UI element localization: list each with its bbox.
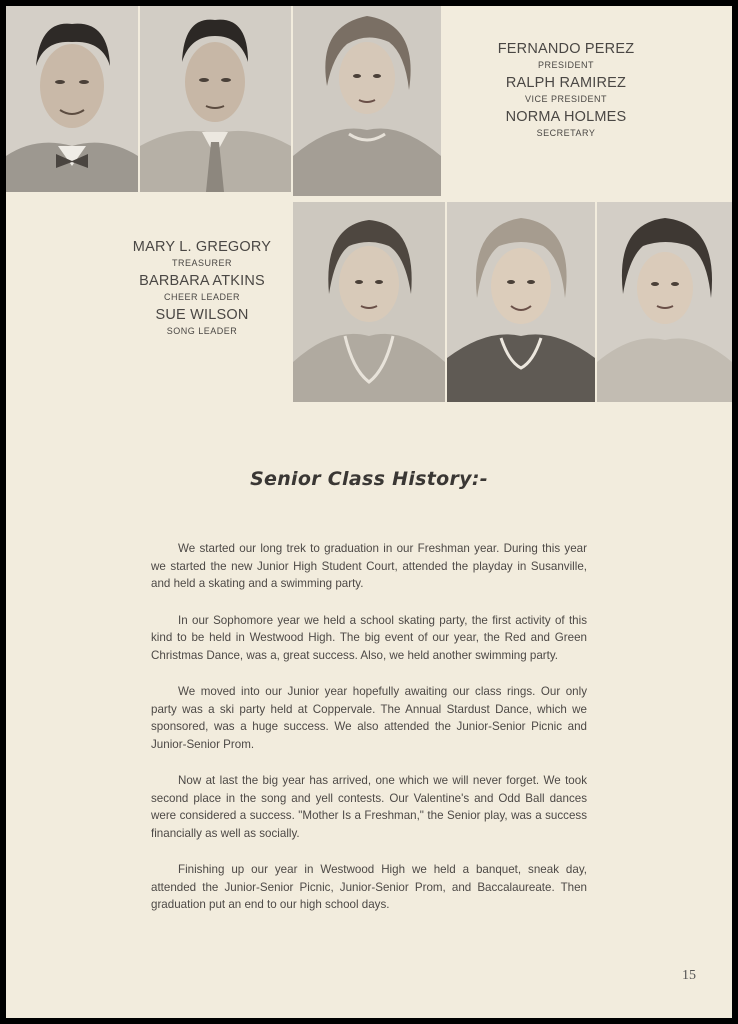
photo-barbara-atkins (447, 202, 595, 402)
photo-fernando-perez (6, 6, 138, 192)
photo-ralph-ramirez (140, 6, 291, 192)
history-paragraph: Now at last the big year has arrived, one which we will never forget. We took second place in the song and yell contests. Our Valentine's and Odd Ball dances were considered a success. "Mother Is a Freshman," the Senior play, was a success financially as well as socially. (151, 774, 587, 840)
officer-name: MARY L. GREGORY (132, 239, 272, 255)
portrait-man-tie-icon (140, 6, 291, 192)
history-body (151, 540, 587, 933)
photo-mary-gregory (293, 202, 445, 402)
history-paragraph: In our Sophomore year we held a school skating party, the first activity of this kind to be held in Westwood High. The big event of our year, the Red and Green Christmas Dance, was a, great success. Also, we held another swimming party. (151, 613, 587, 662)
portrait-woman-curly-icon (293, 6, 441, 196)
officer-role: CHEER LEADER (163, 292, 241, 302)
history-paragraph: We moved into our Junior year hopefully awaiting our class rings. Our only party was a ski party held at Coppervale. The Annual Stardust Dance, which we sponsored, was a huge success. We also attended the Junior-Senior Picnic and Junior-Senior Prom. (151, 685, 587, 751)
officer-group-bottom (102, 238, 302, 340)
officer-role: PRESIDENT (537, 60, 594, 70)
officer-name: RALPH RAMIREZ (505, 75, 627, 91)
photo-norma-holmes (293, 6, 441, 196)
officer-role: SECRETARY (536, 128, 596, 138)
officer-name: FERNANDO PEREZ (497, 41, 635, 57)
officer-role: VICE PRESIDENT (524, 94, 607, 104)
officer-name: BARBARA ATKINS (139, 273, 265, 289)
history-paragraph: We started our long trek to graduation in our Freshman year. During this year we started the new Junior High Student Court, attended the playday in Susanville, and held a skating and a swimming party. (151, 542, 587, 590)
photo-sue-wilson (597, 202, 732, 402)
history-paragraph: Finishing up our year in Westwood High we held a banquet, sneak day, attended the Junior-Senior Picnic, Junior-Senior Prom, and Baccalaureate. Then graduation put an end to our high school days. (151, 863, 587, 911)
officer-name: SUE WILSON (155, 307, 249, 323)
officer-role: TREASURER (171, 258, 232, 268)
officer-role: SONG LEADER (166, 326, 238, 336)
history-title: Senior Class History:- (250, 468, 488, 490)
portrait-woman-necklace-icon (447, 202, 595, 402)
portrait-woman-pearls-icon (293, 202, 445, 402)
officer-group-top (446, 40, 686, 142)
portrait-woman-dark-curls-icon (597, 202, 732, 402)
page-number: 15 (682, 968, 696, 983)
officer-name: NORMA HOLMES (505, 109, 627, 125)
yearbook-page (6, 6, 732, 1018)
portrait-man-bowtie-icon (6, 6, 138, 192)
